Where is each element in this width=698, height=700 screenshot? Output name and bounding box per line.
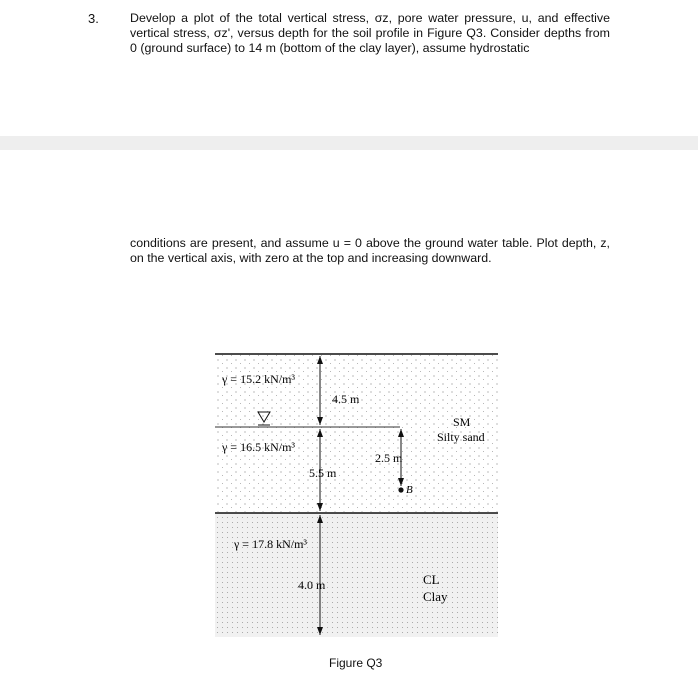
dimension-label-5-5m: 5.5 m xyxy=(309,466,337,480)
document-page-1 xyxy=(0,0,698,136)
figure-caption: Figure Q3 xyxy=(329,656,383,670)
sm-code-label: SM xyxy=(453,415,471,429)
point-b-marker xyxy=(398,487,403,492)
cl-code-label: CL xyxy=(423,572,440,587)
unit-weight-label-2: γ = 16.5 kN/m³ xyxy=(222,440,296,454)
question-text-part2: conditions are present, and assume u = 0 above the ground water table. Plot depth, z, on the vertical axis, with zero at the top and increasing downward. xyxy=(130,236,610,265)
unit-weight-label-3: γ = 17.8 kN/m³ xyxy=(234,537,308,551)
soil-profile-figure xyxy=(0,150,698,700)
clay-layer xyxy=(215,513,498,637)
sm-name-label: Silty sand xyxy=(437,430,485,444)
dimension-label-4-5m: 4.5 m xyxy=(332,392,360,406)
dimension-label-4-0m: 4.0 m xyxy=(298,578,326,592)
point-b-label: B xyxy=(406,484,413,496)
cl-name-label: Clay xyxy=(423,589,448,604)
question-text-part1: Develop a plot of the total vertical stress, σz, pore water pressure, u, and effective vertical stress, σz', versus depth for the soil profile in Figure Q3. Consider depths from 0 (ground surface) to 14 m (bottom of the clay layer), assume hydrostatic xyxy=(130,11,610,55)
document-page-2 xyxy=(0,150,698,700)
question-number: 3. xyxy=(88,11,99,26)
dimension-label-2-5m: 2.5 m xyxy=(375,451,403,465)
unit-weight-label-1: γ = 15.2 kN/m³ xyxy=(222,372,296,386)
